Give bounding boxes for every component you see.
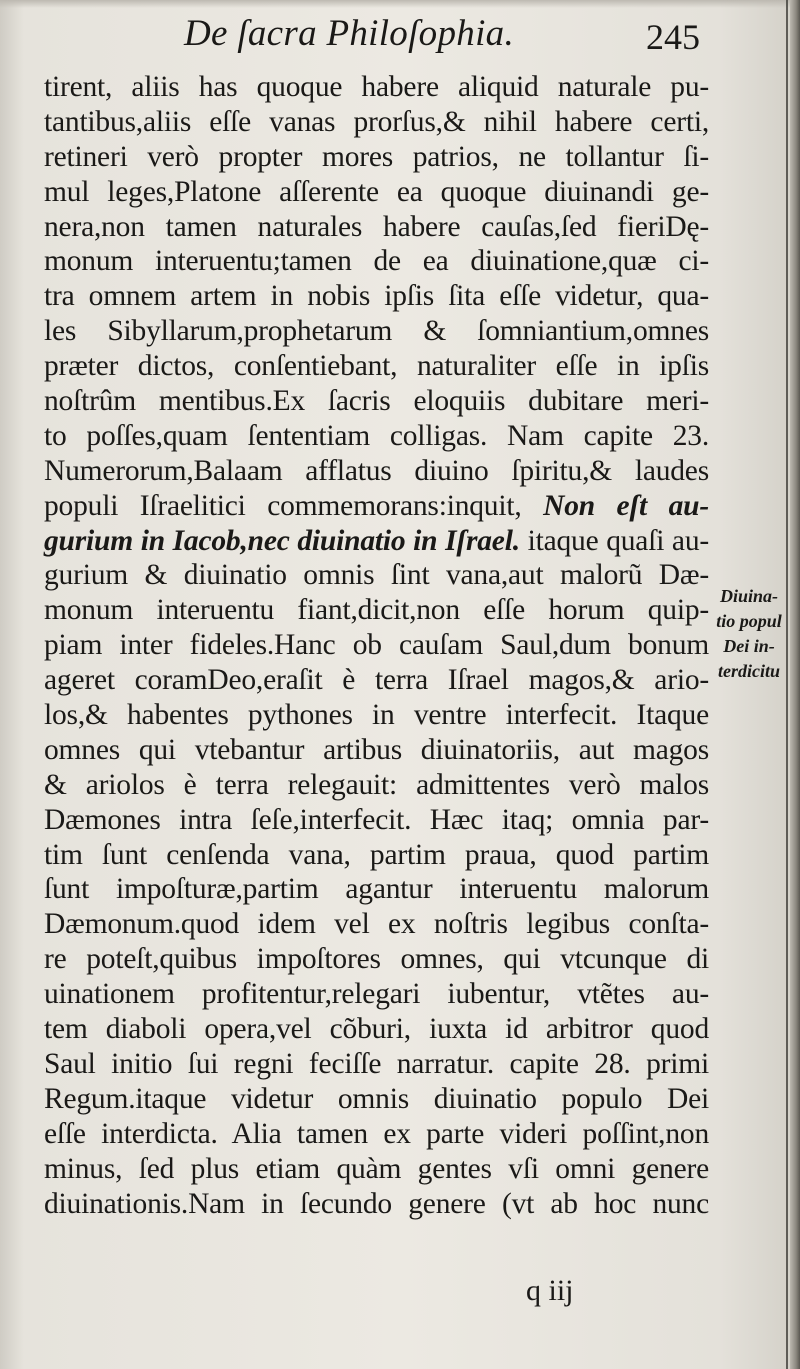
text-line: diuinationis.Nam in ſecundo genere (vt ab hoc nunc [44,1187,709,1220]
running-head [180,8,700,58]
text-run: populi Iſraelitici commemorans:inquit, [44,489,522,522]
text-line: gurium & diuinatio omnis ſint vana,aut malorũ Dæ- [44,559,709,592]
text-line: noſtrûm mentibus.Ex ſacris eloquiis dubitare meri- [44,385,709,418]
text-line: omnes qui vtebantur artibus diuinatoriis, aut magos [44,733,709,766]
text-line: Numerorum,Balaam afflatus diuino ſpiritu,& laudes [44,454,709,487]
text-line: tirent, aliis has quoque habere aliquid naturale pu- [44,71,709,103]
margin-note-line: Dei in- [723,636,775,656]
page-footer [520,1274,640,1314]
text-line-with-quote [44,489,709,524]
text-line: les Sibyllarum,prophetarum & ſomniantium,omnes [44,315,709,348]
body-text [44,70,709,1221]
margin-note-line: terdicitu [718,661,780,681]
italic-quote-start: Non eſt au- [543,489,710,522]
text-line: eſſe interdicta. Alia tamen ex parte videri poſſint,non [44,1117,709,1150]
text-line: tem diaboli opera,vel cõburi, iuxta id arbitror quod [44,1013,709,1046]
text-line: nera,non tamen naturales habere cauſas,ſed fieriDę- [44,210,709,243]
signature-mark: q iij [526,1274,574,1307]
page-top-shadow [0,0,800,8]
text-line: uinationem profitentur,relegari iubentur, vtẽtes au- [44,978,709,1011]
text-line: piam inter fideles.Hanc ob cauſam Saul,dum bonum [44,629,709,662]
text-line: Regum.itaque videtur omnis diuinatio populo Dei [44,1082,709,1115]
text-line: Dæmonum.quod idem vel ex noſtris legibus conſta- [44,908,709,941]
text-line: retineri verò propter mores patrios, ne tollantur ſi- [44,140,709,173]
gutter-line [786,0,788,1369]
margin-note-line: Diuina- [719,586,779,606]
text-line: monum interuentu fiant,dicit,non eſſe horum quip- [44,594,709,627]
text-line: monum interuentu;tamen de ea diuinatione,quæ ci- [44,245,709,278]
margin-note-line: tio popul [716,611,782,631]
page-number: 245 [646,17,700,57]
text-run: itaque quaſi au- [519,524,709,557]
text-line-with-quote [44,524,709,559]
text-line: minus, ſed plus etiam quàm gentes vſi omni genere [44,1152,709,1185]
text-line: mul leges,Platone aſſerente ea quoque diuinandi ge- [44,175,709,208]
text-line: to poſſes,quam ſententiam colligas. Nam capite 23. [44,419,709,452]
text-line: præter dictos, conſentiebant, naturaliter eſſe in ipſis [44,350,709,383]
text-line: Saul initio ſui regni feciſſe narratur. capite 28. primi [44,1047,709,1080]
text-line: ageret coramDeo,eraſit è terra Iſrael magos,& ario- [44,664,709,697]
text-line: los,& habentes pythones in ventre interfecit. Itaque [44,699,709,732]
text-line: tim ſunt cenſenda vana, partim praua, quod partim [44,838,709,871]
text-line: Dæmones intra ſeſe,interfecit. Hæc itaq; omnia par- [44,803,709,836]
text-line: re poteſt,quibus impoſtores omnes, qui vtcunque di [44,943,709,976]
text-line: ſunt impoſturæ,partim agantur interuentu malorum [44,873,709,906]
running-title: De ſacra Philoſophia. [184,13,515,54]
text-line: tantibus,aliis eſſe vanas prorſus,& nihil habere certi, [44,105,709,138]
italic-quote-end: gurium in Iacob,nec diuinatio in Iſrael. [44,524,520,557]
text-line: tra omnem artem in nobis ipſis ſita eſſe videtur, qua- [44,280,709,313]
margin-note [706,584,792,684]
text-line: & ariolos è terra relegauit: admittentes verò malos [44,768,709,801]
page-edge-shadow [790,0,800,1369]
